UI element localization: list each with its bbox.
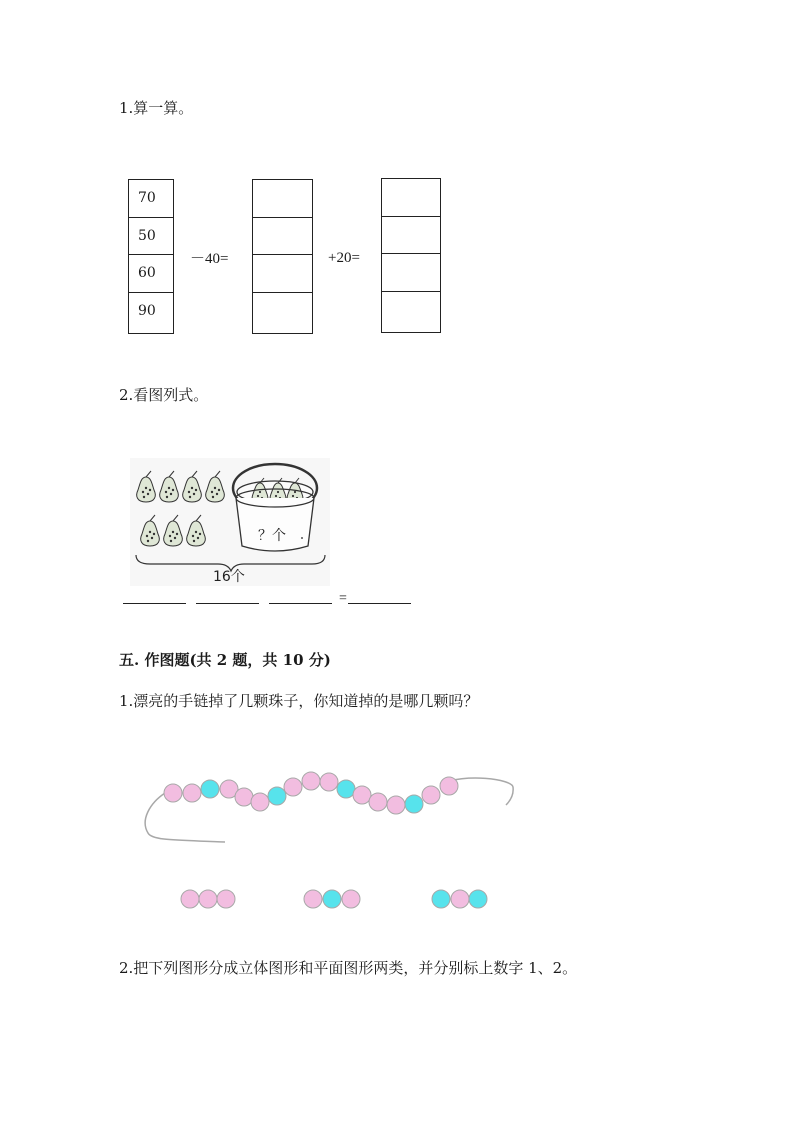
bracelet-figure	[140, 765, 520, 915]
pink-bead	[353, 786, 371, 804]
pink-bead	[217, 890, 235, 908]
input-number-cell: 90	[138, 302, 156, 319]
question-1-title: 1.算一算。	[119, 99, 194, 117]
input-number-cell: 70	[129, 180, 173, 218]
answer-column-2	[381, 178, 441, 333]
pink-bead	[302, 772, 320, 790]
cyan-bead	[268, 787, 286, 805]
answer-blank[interactable]	[123, 603, 186, 604]
pink-bead	[284, 778, 302, 796]
cyan-bead	[337, 780, 355, 798]
bracelet-beads	[164, 772, 458, 814]
input-number-column	[128, 179, 174, 334]
answer-box[interactable]	[382, 292, 440, 330]
pears-picture	[130, 458, 330, 586]
pink-bead	[387, 796, 405, 814]
pink-bead	[251, 793, 269, 811]
input-number-cell: 60	[129, 255, 173, 293]
pink-bead	[369, 793, 387, 811]
question-4-title: 2.把下列图形分成立体图形和平面图形两类，并分别标上数字 1、2。	[119, 959, 578, 977]
pink-bead	[181, 890, 199, 908]
input-number-cell: 50	[129, 218, 173, 256]
total-label: 16个	[213, 569, 245, 585]
pink-bead	[440, 777, 458, 795]
cyan-bead	[201, 780, 219, 798]
answer-box[interactable]	[253, 293, 312, 331]
question-2-title: 2.看图列式。	[119, 386, 209, 404]
plus-operation: +20=	[328, 250, 360, 266]
pink-bead	[451, 890, 469, 908]
choice-c-beads[interactable]	[432, 890, 487, 908]
answer-column-1	[252, 179, 313, 334]
answer-blank[interactable]	[348, 603, 411, 604]
answer-box[interactable]	[253, 255, 312, 293]
pink-bead	[183, 784, 201, 802]
equals-sign: =	[339, 591, 347, 606]
pink-bead	[199, 890, 217, 908]
answer-box[interactable]	[253, 180, 312, 218]
pink-bead	[164, 784, 182, 802]
pink-bead	[422, 786, 440, 804]
choice-b-beads[interactable]	[304, 890, 360, 908]
cyan-bead	[405, 795, 423, 813]
pink-bead	[342, 890, 360, 908]
cyan-bead	[432, 890, 450, 908]
answer-box[interactable]	[253, 218, 312, 256]
minus-operation: －40=	[190, 251, 229, 267]
pink-bead	[304, 890, 322, 908]
bracelet-string	[145, 793, 225, 842]
cyan-bead	[323, 890, 341, 908]
answer-blank[interactable]	[196, 603, 259, 604]
basket-label: ？个	[258, 528, 286, 544]
section-heading: 五. 作图题(共 2 题，共 10 分)	[119, 651, 331, 669]
answer-blank[interactable]	[269, 603, 332, 604]
pink-bead	[235, 788, 253, 806]
answer-box[interactable]	[382, 254, 440, 292]
question-3-title: 1.漂亮的手链掉了几颗珠子，你知道掉的是哪几颗吗？	[119, 692, 479, 710]
pink-bead	[320, 773, 338, 791]
cyan-bead	[469, 890, 487, 908]
answer-box[interactable]	[382, 217, 440, 255]
answer-box[interactable]	[382, 179, 440, 217]
choice-a-beads[interactable]	[181, 890, 235, 908]
